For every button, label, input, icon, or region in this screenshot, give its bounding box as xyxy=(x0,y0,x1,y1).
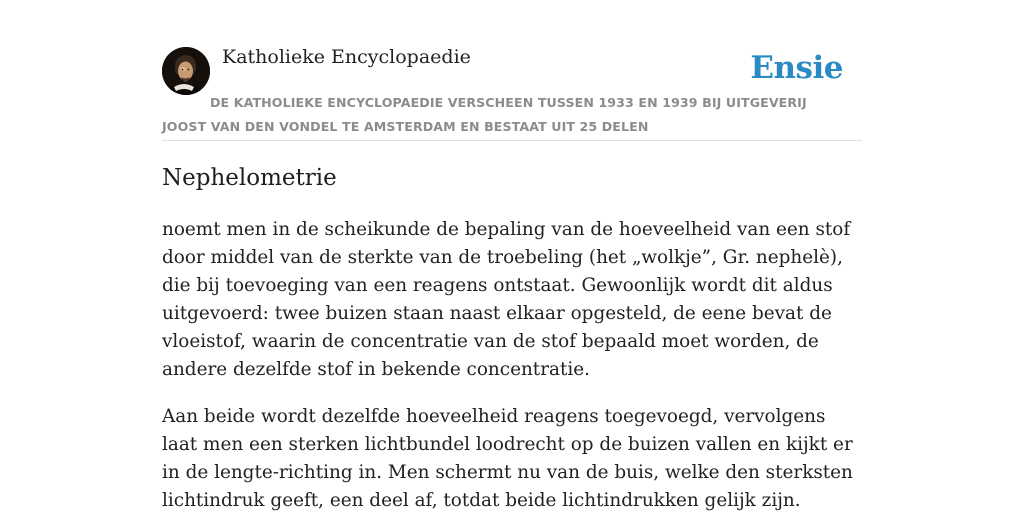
article-paragraph: Aan beide wordt dezelfde hoeveelheid reagens toegevoegd, vervolgens laat men een sterken lichtbundel loodrecht op de buizen vallen en kijkt er in de lengte-richting in. Men schermt nu van de buis, welke den sterksten lichtindruk geeft, een deel af, totdat beide lichtindrukken gelijk zijn. xyxy=(162,406,853,511)
site-title[interactable]: Katholieke Encyclopaedie xyxy=(222,46,471,68)
article xyxy=(162,160,862,512)
portrait-avatar-icon[interactable] xyxy=(162,47,210,95)
ensie-logo[interactable]: Ensie xyxy=(750,50,843,86)
article-paragraph: noemt men in de scheikunde de bepaling van de hoeveelheid van een stof door middel van de sterkte van de troebeling (het „wolkje”, Gr. nephelè), die bij toevoeging van een reagens ontstaat. Gewoonlijk wordt dit aldus uitgevoerd: twee buizen staan naast elkaar opgesteld, de eene bevat de vloeistof, waarin de concentratie van de stof bepaald moet worden, de andere dezelfde stof in bekende concentratie. xyxy=(162,219,851,380)
article-title: Nephelometrie xyxy=(162,165,337,191)
site-header xyxy=(162,44,862,141)
site-description: DE KATHOLIEKE ENCYCLOPAEDIE VERSCHEEN TUSSEN 1933 EN 1939 BIJ UITGEVERIJ JOOST VAN DEN VONDEL TE AMSTERDAM EN BESTAAT UIT 25 DELEN xyxy=(162,95,807,134)
